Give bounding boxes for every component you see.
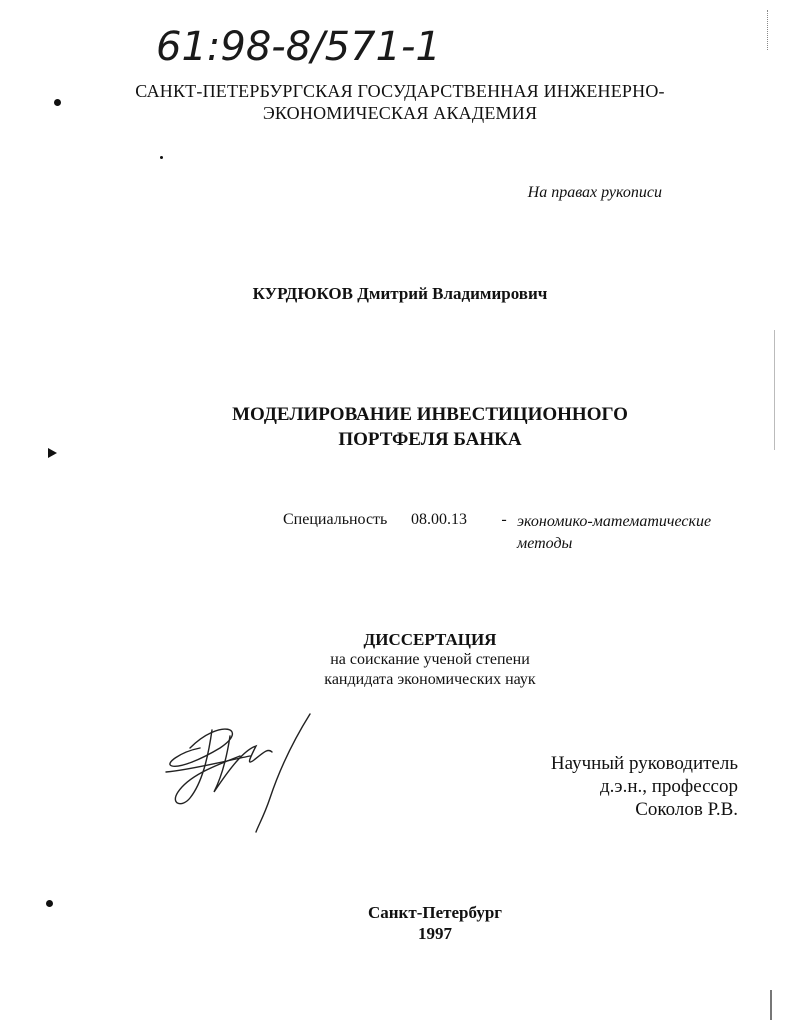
handwritten-archive-code	[150, 8, 510, 78]
institution-name	[100, 80, 700, 124]
supervisor-degree: д.э.н., профессор	[600, 776, 738, 797]
manuscript-rights: На правах рукописи	[527, 184, 662, 201]
title-line-1: МОДЕЛИРОВАНИЕ ИНВЕСТИЦИОННОГО	[232, 404, 628, 425]
scan-arrow-mark	[48, 448, 57, 458]
institution-line-2: ЭКОНОМИЧЕСКАЯ АКАДЕМИЯ	[262, 103, 538, 123]
place-year	[300, 902, 570, 944]
specialty-name-line-1: экономико-математические	[517, 513, 712, 530]
specialty-dash: -	[501, 511, 507, 528]
scan-dot-mark	[46, 900, 53, 907]
scan-edge-line	[774, 330, 775, 450]
dissertation-title	[150, 402, 710, 452]
title-line-2: ПОРТФЕЛЯ БАНКА	[338, 429, 522, 450]
supervisor-block	[470, 752, 738, 821]
handwritten-signature	[160, 708, 320, 838]
specialty-row	[283, 511, 757, 555]
specialty-name-line-2: методы	[517, 535, 573, 552]
author-name: КУРДЮКОВ Дмитрий Владимирович	[252, 284, 548, 303]
supervisor-role: Научный руководитель	[550, 753, 738, 774]
city: Санкт-Петербург	[367, 903, 503, 922]
scan-dot-mark	[54, 99, 61, 106]
handwritten-code-text: 61:98-8/571-1	[156, 24, 441, 70]
dissertation-heading: ДИССЕРТАЦИЯ	[363, 630, 497, 649]
specialty-label: Специальность	[283, 511, 388, 528]
scan-edge-line	[770, 990, 772, 1020]
dissertation-line-2: кандидата экономических наук	[324, 671, 536, 688]
specialty-name	[517, 511, 757, 555]
dissertation-block	[250, 630, 610, 690]
scan-edge-mark	[767, 10, 774, 50]
scan-dot-mark	[160, 156, 163, 159]
supervisor-name: Соколов Р.В.	[635, 799, 738, 820]
year: 1997	[418, 924, 452, 943]
specialty-code: 08.00.13	[411, 511, 467, 528]
institution-line-1: САНКТ-ПЕТЕРБУРГСКАЯ ГОСУДАРСТВЕННАЯ ИНЖЕНЕРНО-	[135, 81, 665, 101]
dissertation-line-1: на соискание ученой степени	[330, 651, 530, 668]
